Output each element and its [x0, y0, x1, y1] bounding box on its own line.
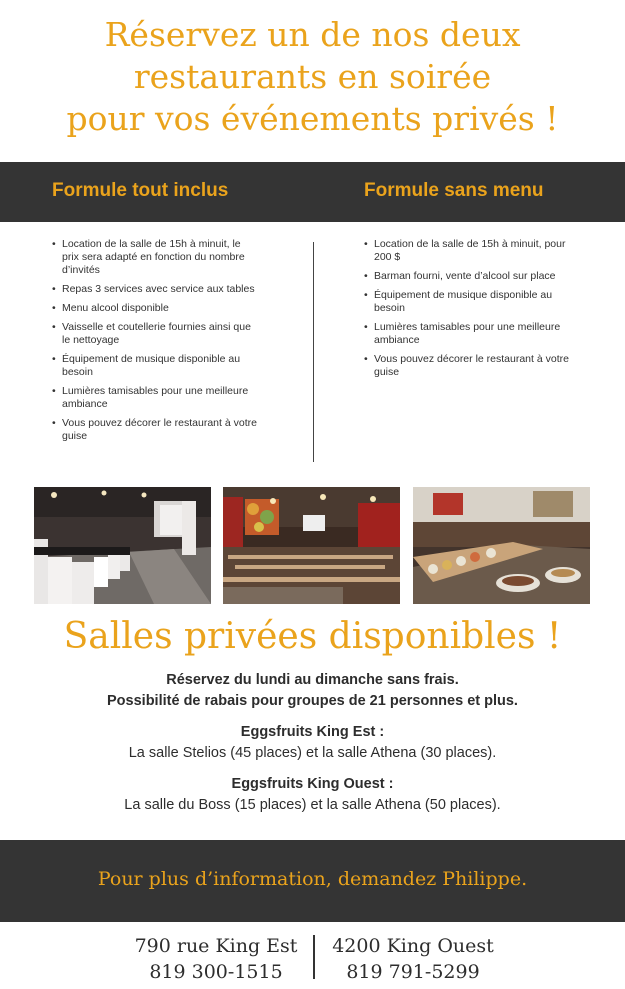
est-rooms-text: La salle Stelios (45 places) et la salle Athena (30 places).	[128, 745, 497, 761]
formula-tout-inclus-list	[52, 238, 257, 449]
list-item: • Menu alcool disponible	[52, 302, 257, 315]
ouest-rooms-text: La salle du Boss (15 places) et la salle Athena (50 places).	[124, 797, 501, 813]
list-item: • Location de la salle de 15h à minuit, le prix sera adapté en fonction du nombre d’invités	[52, 238, 257, 277]
formula-header-bar	[0, 162, 625, 222]
address-ouest	[318, 933, 508, 985]
headline	[0, 14, 625, 140]
contact-cta: Pour plus d’information, demandez Philippe.	[97, 868, 528, 890]
reservation-line: Réservez du lundi au dimanche sans frais.	[166, 672, 459, 688]
list-item: • Vaisselle et coutellerie fournies ainsi que le nettoyage	[52, 321, 257, 347]
est-location-title: Eggsfruits King Est :	[240, 724, 385, 740]
list-item: • Vous pouvez décorer le restaurant à votre guise	[364, 353, 579, 379]
headline-line-1: Réservez un de nos deux	[104, 15, 521, 54]
list-item: • Barman fourni, vente d’alcool sur place	[364, 270, 579, 283]
ouest-location-title: Eggsfruits King Ouest :	[231, 776, 394, 792]
salles-privees-title: Salles privées disponibles !	[63, 616, 562, 657]
contact-bar	[0, 840, 625, 922]
address-ouest-street: 4200 King Ouest	[332, 935, 494, 957]
list-item: • Repas 3 services avec service aux tables	[52, 283, 257, 296]
address-ouest-phone: 819 791-5299	[346, 961, 480, 983]
dining-room-photo	[223, 487, 400, 604]
formula-sans-menu-title: Formule sans menu	[364, 180, 544, 201]
address-est	[118, 933, 314, 985]
banquet-hall-photo	[34, 487, 211, 604]
list-item: • Équipement de musique disponible au besoin	[364, 289, 579, 315]
list-item: • Équipement de musique disponible au besoin	[52, 353, 257, 379]
formula-sans-menu-list	[364, 238, 579, 385]
list-item: • Location de la salle de 15h à minuit, pour 200 $	[364, 238, 579, 264]
address-divider	[313, 935, 315, 979]
column-divider	[313, 242, 314, 462]
list-item: • Lumières tamisables pour une meilleure ambiance	[364, 321, 579, 347]
discount-line: Possibilité de rabais pour groupes de 21 personnes et plus.	[107, 693, 518, 709]
list-item: • Vous pouvez décorer le restaurant à votre guise	[52, 417, 257, 443]
addresses	[0, 933, 625, 985]
headline-line-3: pour vos événements privés !	[66, 99, 559, 138]
headline-line-2: restaurants en soirée	[133, 57, 492, 96]
buffet-photo	[413, 487, 590, 604]
list-item: • Lumières tamisables pour une meilleure ambiance	[52, 385, 257, 411]
address-est-street: 790 rue King Est	[134, 935, 298, 957]
address-est-phone: 819 300-1515	[149, 961, 283, 983]
formula-tout-inclus-title: Formule tout inclus	[52, 180, 229, 201]
